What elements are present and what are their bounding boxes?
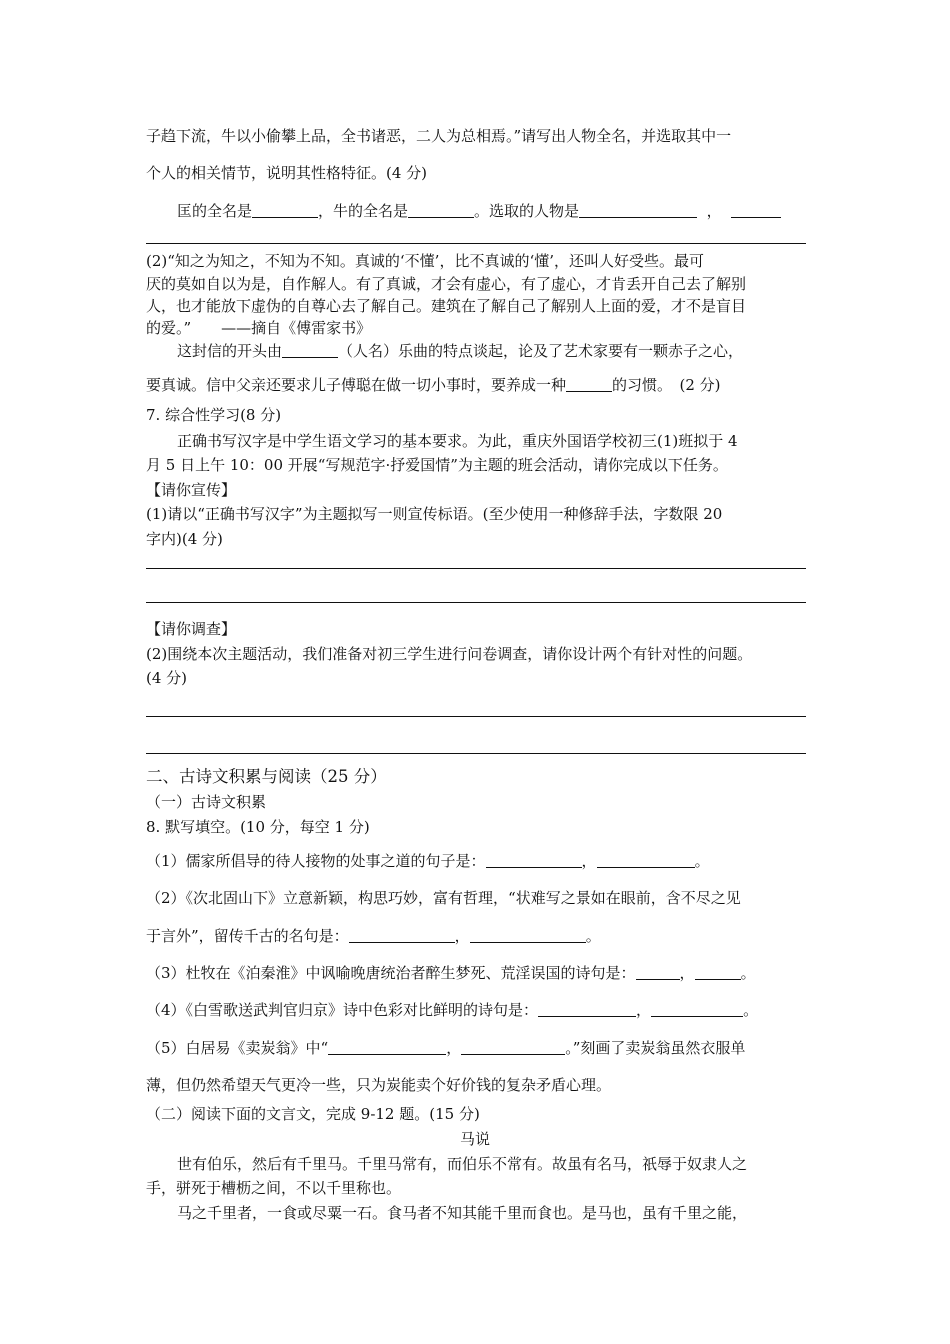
q6-sub2-q2-b: 的习惯。 (2 分) — [612, 376, 721, 394]
q6-sub2-question — [177, 341, 743, 361]
passage-p2-line1: 马之千里者，一食或尽粟一石。食马者不知其能千里而食也。是马也，虽有千里之能， — [177, 1204, 748, 1222]
q8-item5-text-b: 。”刻画了卖炭翁虽然衣服单 — [565, 1039, 746, 1057]
blank-q8-1a[interactable] — [486, 852, 582, 868]
q6-line1: 子趋下流，牛以小偷攀上品，全书诸恶，二人为总相焉。”请写出人物全名，并选取其中一 — [146, 127, 732, 145]
q8-item2-line1: （2）《次北固山下》立意新颖，构思巧妙，富有哲理，“状难写之景如在眼前，含不尽之见 — [146, 889, 741, 907]
section2-sub2: （二）阅读下面的文言文，完成 9-12 题。(15 分) — [146, 1105, 480, 1123]
comma: ， — [636, 1001, 652, 1019]
q8-item5-line1 — [146, 1038, 745, 1058]
passage-p1-line1: 世有伯乐，然后有千里马。千里马常有，而伯乐不常有。故虽有名马，祇辱于奴隶人之 — [177, 1155, 748, 1173]
q8-item1-text: （1）儒家所倡导的待人接物的处事之道的句子是： — [146, 852, 486, 870]
blank-q8-2a[interactable] — [349, 927, 455, 943]
q6-sub2-question2 — [146, 375, 721, 395]
q6-sub2-line1: (2)“知之为知之，不知为不知。真诚的‘不懂’，比不真诚的‘懂’，还叫人好受些。最可 — [146, 252, 704, 270]
q6-sub2-line4: 的爱。” ——摘自《傅雷家书》 — [146, 319, 372, 337]
blank-q8-4b[interactable] — [651, 1001, 743, 1017]
q7-p2-line2: (4 分) — [146, 669, 188, 687]
blank-q8-3a[interactable] — [636, 964, 680, 980]
q7-p1-line1: (1)请以“正确书写汉字”为主题拟写一则宣传标语。(至少使用一种修辞手法，字数限 20 — [146, 505, 723, 523]
blank-kuang-name[interactable] — [252, 202, 318, 218]
answer-line[interactable] — [146, 753, 806, 754]
q8-item2-text: 于言外”，留传千古的名句是： — [146, 927, 349, 945]
q7-p1-line2: 字内)(4 分) — [146, 530, 223, 548]
passage-title: 马说 — [459, 1130, 490, 1148]
period: 。 — [740, 964, 756, 982]
section2-sub1: （一）古诗文积累 — [146, 793, 267, 811]
q8-item1 — [146, 851, 710, 871]
q8-item4 — [146, 1000, 758, 1020]
blank-habit[interactable] — [566, 376, 612, 392]
q8-item3 — [146, 963, 756, 983]
q7-intro-line2: 月 5 日上午 10：00 开展“写规范字·抒爱国情”为主题的班会活动，请你完成以下任务。 — [146, 456, 728, 474]
answer-line[interactable] — [146, 243, 806, 244]
q7-heading-promote: 【请你宣传】 — [146, 481, 237, 499]
comma: ， — [679, 964, 695, 982]
q6-sub2-line3: 人，也才能放下虚伪的自尊心去了解自己。建筑在了解自己了解别人上面的爱，才不是盲目 — [146, 297, 747, 315]
q7-title: 7. 综合性学习(8 分) — [146, 406, 282, 424]
blank-q8-1b[interactable] — [597, 852, 695, 868]
q6-fill-line — [177, 201, 781, 221]
blank-niu-name[interactable] — [408, 202, 474, 218]
blank-q8-3b[interactable] — [695, 964, 741, 980]
section2-title: 二、古诗文积累与阅读（25 分） — [146, 767, 387, 786]
q6-line2: 个人的相关情节，说明其性格特征。(4 分) — [146, 164, 428, 182]
blank-traits-start[interactable] — [731, 202, 781, 218]
q8-title: 8. 默写填空。(10 分，每空 1 分) — [146, 818, 370, 836]
q8-item4-text: （4）《白雪歌送武判官归京》诗中色彩对比鲜明的诗句是： — [146, 1001, 539, 1019]
answer-line[interactable] — [146, 602, 806, 603]
period: 。 — [585, 927, 601, 945]
blank-q8-5a[interactable] — [328, 1039, 446, 1055]
period: 。 — [743, 1001, 759, 1019]
comma: ， — [454, 927, 470, 945]
q6-fill-b: ，牛的全名是 — [318, 202, 409, 220]
answer-line[interactable] — [146, 568, 806, 569]
q8-item2-line2 — [146, 926, 601, 946]
q8-item5-text-a: （5）白居易《卖炭翁》中“ — [146, 1039, 329, 1057]
q6-fill-a: 匡的全名是 — [177, 202, 253, 220]
passage-p1-line2: 手，骈死于槽枥之间，不以千里称也。 — [146, 1179, 402, 1197]
blank-q8-4a[interactable] — [538, 1001, 636, 1017]
comma: ， — [446, 1039, 462, 1057]
q7-intro-line1: 正确书写汉字是中学生语文学习的基本要求。为此，重庆外国语学校初三(1)班拟于 4 — [177, 432, 738, 450]
q6-sub2-line2: 厌的莫如自以为是，自作解人。有了真诚，才会有虚心，有了虚心，才肯丢开自己去了解别 — [146, 275, 747, 293]
q6-fill-c: 。选取的人物是 — [474, 202, 580, 220]
q7-heading-survey: 【请你调查】 — [146, 620, 237, 638]
comma: ， — [581, 852, 597, 870]
blank-composer-name[interactable] — [282, 342, 338, 358]
q6-sub2-q2-a: 要真诚。信中父亲还要求儿子傅聪在做一切小事时，要养成一种 — [146, 376, 567, 394]
q8-item5-line2: 薄，但仍然希望天气更冷一些，只为炭能卖个好价钱的复杂矛盾心理。 — [146, 1076, 612, 1094]
q7-p2-line1: (2)围绕本次主题活动，我们准备对初三学生进行问卷调查，请你设计两个有针对性的问题。 — [146, 645, 753, 663]
q6-sub2-q-b: （人名）乐曲的特点谈起，论及了艺术家要有一颗赤子之心， — [338, 342, 744, 360]
q6-sub2-q-a: 这封信的开头由 — [177, 342, 283, 360]
blank-q8-2b[interactable] — [470, 927, 586, 943]
q6-fill-d: ， — [706, 202, 722, 220]
blank-chosen-person[interactable] — [579, 202, 697, 218]
blank-q8-5b[interactable] — [461, 1039, 565, 1055]
period: 。 — [694, 852, 710, 870]
answer-line[interactable] — [146, 716, 806, 717]
q8-item3-text: （3）杜牧在《泊秦淮》中讽喻晚唐统治者醉生梦死、荒淫误国的诗句是： — [146, 964, 636, 982]
